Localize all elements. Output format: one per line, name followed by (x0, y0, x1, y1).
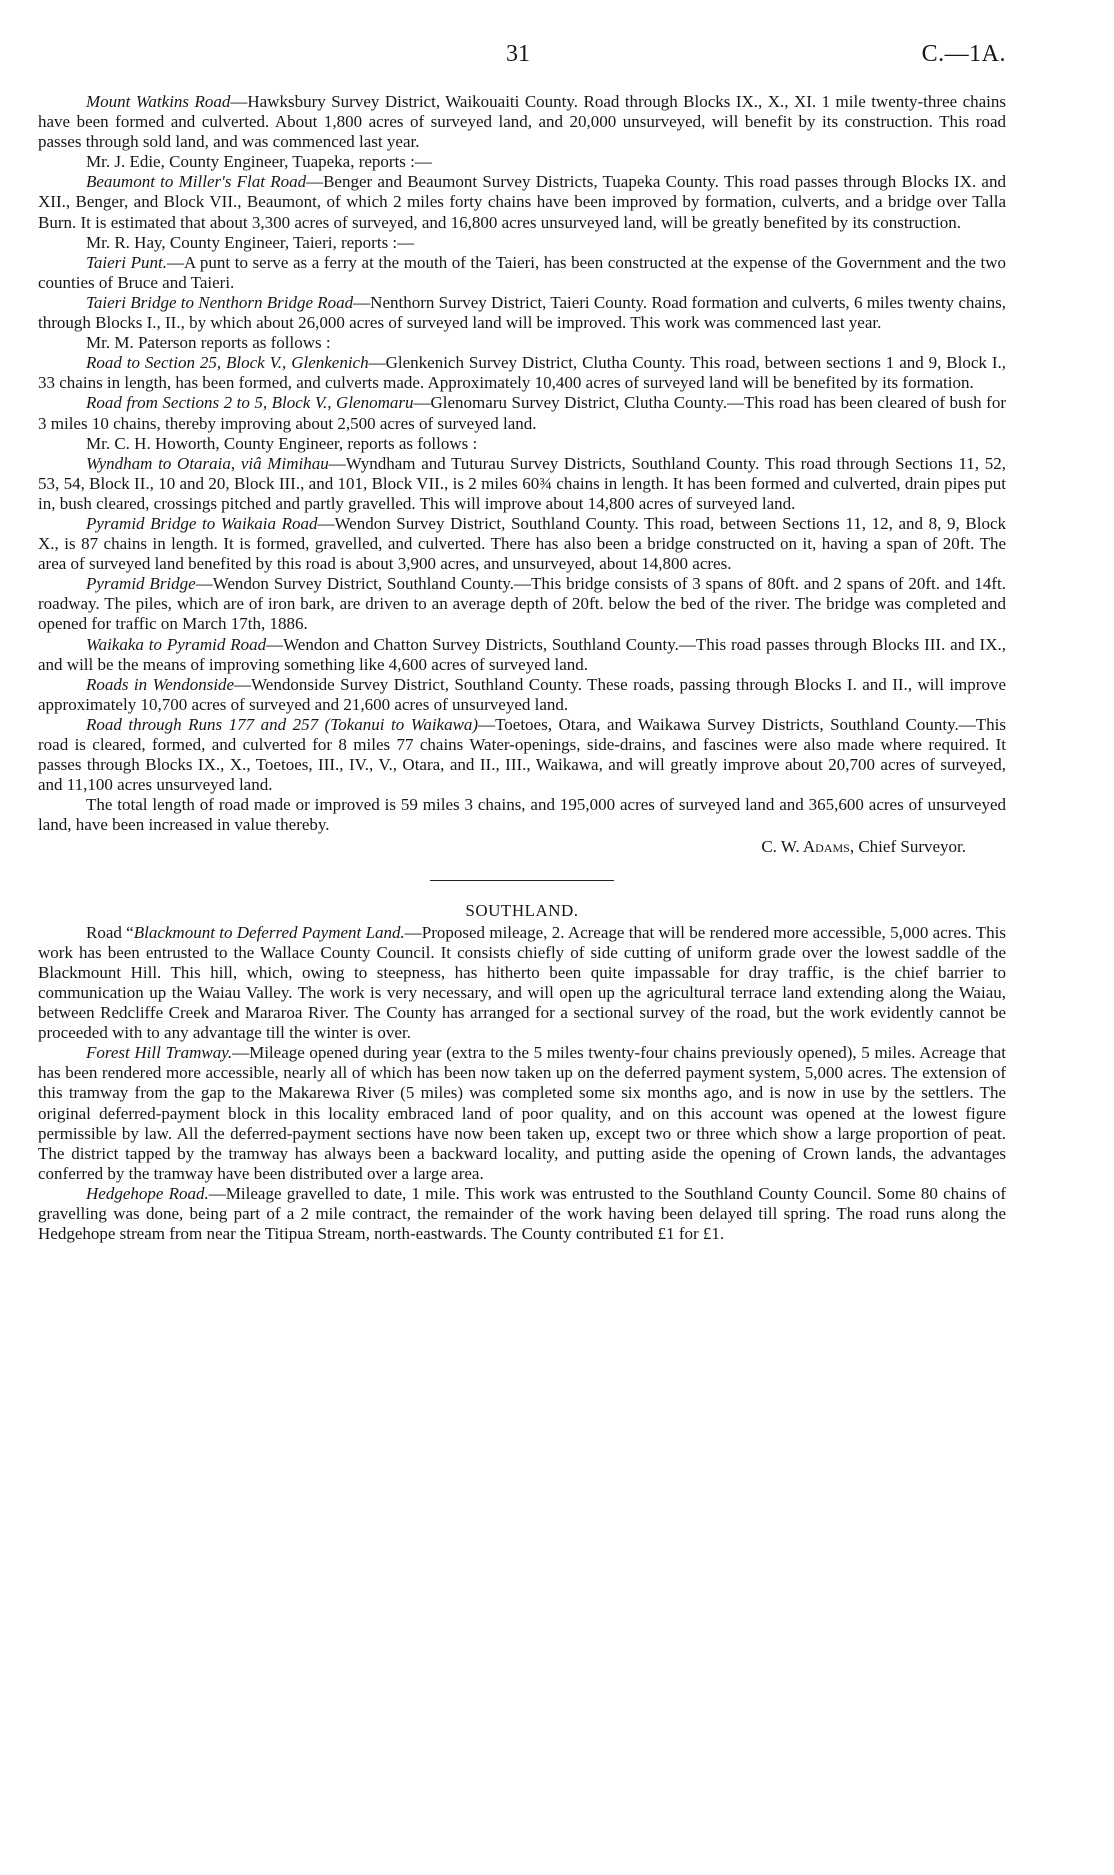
section-heading-southland: SOUTHLAND. (465, 900, 579, 920)
paragraph-hedgehope-road (38, 1184, 1006, 1244)
paragraph-body: —Mileage opened during year (extra to the 5 miles twenty-four chains previously opened), 5 miles. Acreage that has been rendered more accessible, nearly all of which has been now taken up on the deferred payment system, 5,000 acres. The extension of this tramway from the gap to the Makarewa River (5 miles) was completed some six months ago, and is now in use by the settlers. The original deferred-payment block in this locality embraced land of poor quality, and on this account was opened at the lowest figure permissible by law. All the deferred-payment sections have now been taken up, except two or three which show a large proportion of peat. The district tapped by the tramway has always been a backward locality, and putting aside the opening of Crown lands, the advantages conferred by the tramway have been distributed over a large area. (38, 1043, 1006, 1183)
paragraph-title: Waikaka to Pyramid Road (86, 634, 267, 654)
paragraph-forest-hill-tramway (38, 1043, 1006, 1184)
paragraph-body: Mr. J. Edie, County Engineer, Tuapeka, reports :— (86, 152, 432, 172)
paragraph-beaumont-millers-flat (38, 172, 1006, 232)
paragraph-body: —Nenthorn Survey District, Taieri County. Road formation and culverts, 6 miles twenty chains, through Blocks I., II., by which about 26,000 acres of surveyed land will be improved. This work was commenced last year. (38, 292, 1006, 333)
paragraph-body: The total length of road made or improved is 59 miles 3 chains, and 195,000 acres of surveyed land and 365,600 acres of unsurveyed land, have been increased in value thereby. (38, 795, 1006, 835)
paragraph-body: Mr. C. H. Howorth, County Engineer, reports as follows : (86, 433, 478, 453)
paragraph-body: —Glenomaru Survey District, Clutha County.—This road has been cleared of bush for 3 miles 10 chains, thereby improving about 2,500 acres of surveyed land. (38, 393, 1006, 433)
paragraph-body: —Wendon Survey District, Southland County. This road, between Sections 11, 12, and 8, 9, Block X., is 87 chains in length. It is formed, gravelled, and culverted. There has also been a bridge constructed on it, having a span of 20ft. The area of surveyed land benefited by this road is about 3,900 acres, and unsurveyed, about 14,800 acres. (38, 513, 1006, 574)
paragraph-title: Road to Section 25, Block V., Glenkenich (86, 353, 369, 373)
paragraph-total-length (38, 795, 1006, 835)
paragraph-mount-watkins-road (38, 92, 1006, 152)
page-number: 31 (506, 41, 530, 67)
paragraph-glenomaru (38, 393, 1006, 433)
paragraph-title: Pyramid Bridge (86, 574, 196, 594)
paragraph-tokanui-waikawa (38, 715, 1006, 795)
paragraph-body: —Mileage gravelled to date, 1 mile. This work was entrusted to the Southland County Council. Some 80 chains of gravelling was done, being part of a 2 mile contract, the remainder of the work having been delayed till spring. The road runs along the Hedgehope stream from near the Titipua Stream, north-eastwards. The County contributed £1 for £1. (38, 1183, 1006, 1244)
section-divider (430, 880, 614, 881)
paragraph-edie-report (38, 152, 1006, 172)
paragraph-prefix: Road “ (86, 922, 134, 942)
paragraph-title: Road from Sections 2 to 5, Block V., Glenomaru (86, 393, 414, 413)
paragraph-title: Forest Hill Tramway. (86, 1043, 233, 1063)
page-header (38, 41, 1006, 92)
paragraph-body: —Wendon and Chatton Survey Districts, Southland County.—This road passes through Blocks III. and IX., and will be the means of improving something like 4,600 acres of surveyed land. (38, 634, 1006, 674)
paragraph-title: Blackmount to Deferred Payment Land. (133, 922, 405, 942)
paragraph-paterson-report (38, 333, 1006, 353)
paragraph-body: —A punt to serve as a ferry at the mouth of the Taieri, has been constructed at the expense of the Government and the two counties of Bruce and Taieri. (38, 252, 1007, 292)
paragraph-body: —Glenkenich Survey District, Clutha County. This road, between sections 1 and 9, Block I., 33 chains in length, has been formed, and culverts made. Approximately 10,400 acres of surveyed land will be benefited by its formation. (38, 353, 1006, 393)
paragraph-title: Road through Runs 177 and 257 (Tokanui to Waikawa) (86, 714, 479, 734)
signature-line (38, 837, 1006, 857)
paragraph-title: Wyndham to Otaraia, viâ Mimihau (86, 453, 329, 473)
paragraph-body: —Wendon Survey District, Southland County.—This bridge consists of 3 spans of 80ft. and 2 spans of 20ft. and 14ft. roadway. The piles, which are of iron bark, are driven to an average depth of 20ft. below the bed of the river. The bridge was completed and opened for traffic on March 17th, 1886. (38, 574, 1006, 634)
paragraph-title: Roads in Wendonside (86, 674, 235, 694)
paragraph-title: Taieri Punt. (86, 252, 167, 272)
paragraph-body: —Wendonside Survey District, Southland County. These roads, passing through Blocks I. and II., will improve approximately 10,700 acres of surveyed and 21,600 acres of unsurveyed land. (38, 674, 1006, 714)
paragraph-pyramid-bridge (38, 574, 1006, 634)
paragraph-hay-report (38, 233, 1006, 253)
paragraph-pyramid-bridge-waikaia (38, 514, 1006, 574)
paragraph-waikaka-pyramid (38, 635, 1006, 675)
paragraph-blackmount (38, 923, 1006, 1044)
paragraph-wyndham-otaraia (38, 454, 1006, 514)
paragraph-body: —Hawksbury Survey District, Waikouaiti County. Road through Blocks IX., X., XI. 1 mile twenty-three chains have been formed and culverted. About 1,800 acres of surveyed land, and 20,000 unsurveyed, will benefit by its construction. This road passes through sold land, and was commenced last year. (38, 92, 1006, 152)
paragraph-title: Taieri Bridge to Nenthorn Bridge Road (86, 292, 354, 312)
paragraph-body: —Benger and Beaumont Survey Districts, Tuapeka County. This road passes through Blocks IX. and XII., Benger, and Block VII., Beaumont, of which 2 miles forty chains have been improved by formation, culverts, and a bridge over Talla Burn. It is estimated that about 3,300 acres of surveyed, and 16,800 acres unsurveyed land, will be greatly benefited by its construction. (38, 172, 1006, 232)
paragraph-body: Mr. R. Hay, County Engineer, Taieri, reports :— (86, 232, 415, 252)
paragraph-title: Mount Watkins Road (86, 92, 231, 111)
paragraph-howorth-report (38, 434, 1006, 454)
paragraph-body: Mr. M. Paterson reports as follows : (86, 333, 331, 353)
paragraph-title: Pyramid Bridge to Waikaia Road (86, 513, 318, 533)
paragraph-glenkenich (38, 353, 1006, 393)
paragraph-body: —Proposed mileage, 2. Acreage that will be rendered more accessible, 5,000 acres. This work has been entrusted to the Wallace County Council. It consists chiefly of side cutting of uniform grade over the lowest saddle of the Blackmount Hill. This hill, which, owing to steepness, has hitherto been quite impassable for dray traffic, is the chief barrier to communication up the Waiau Valley. The work is very necessary, and will open up the agricultural terrace land extending along the Waiau, between Redcliffe Creek and Mararoa River. The County has arranged for a sectional survey of the road, but the work evidently cannot be proceeded with to any advantage till the winter is over. (38, 922, 1006, 1043)
document-code: C.—1A. (921, 41, 1006, 67)
signature-title: , Chief Surveyor. (849, 837, 966, 857)
paragraph-title: Beaumont to Miller's Flat Road (86, 172, 307, 192)
paragraph-taieri-punt (38, 253, 1006, 293)
paragraph-body: —Toetoes, Otara, and Waikawa Survey Districts, Southland County.—This road is cleared, formed, and culverted for 8 miles 77 chains Water-openings, side-drains, and fascines were also made where required. It passes through Blocks IX., X., Toetoes, III., IV., V., Otara, and II., III., Waikawa, and will greatly improve about 20,700 acres of surveyed, and 11,100 acres unsurveyed land. (38, 714, 1006, 795)
signature-name: C. W. Adams (761, 837, 850, 857)
paragraph-wendonside (38, 675, 1006, 715)
paragraph-body: —Wyndham and Tuturau Survey Districts, Southland County. This road through Sections 11, 52, 53, 54, Block II., 10 and 20, Block III., and 101, Block VII., is 2 miles 60¾ chains in length. It has been formed and culverted, drain pipes put in, bush cleared, crossings pitched and partly gravelled. This will improve about 14,800 acres of surveyed land. (38, 453, 1007, 513)
paragraph-title: Hedgehope Road. (86, 1183, 209, 1203)
paragraph-taieri-nenthorn (38, 293, 1006, 333)
